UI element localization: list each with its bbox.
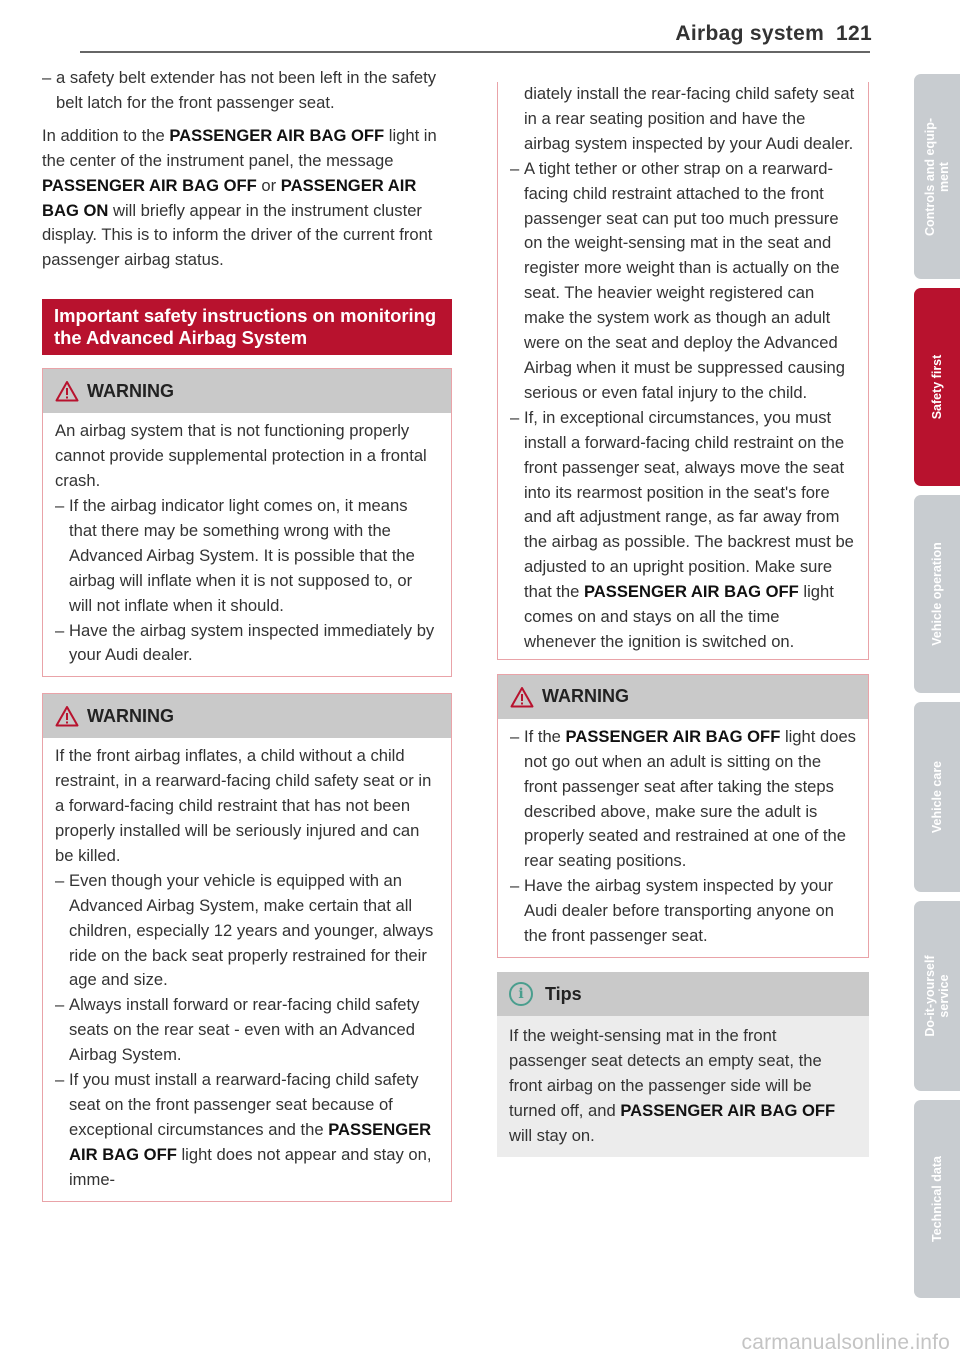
warning-list	[55, 494, 439, 668]
warning-list	[510, 157, 856, 655]
info-icon: i	[509, 982, 533, 1006]
continued-text: diately install the rear-facing child safety seat in a rear seating position and have the airbag system inspected by your Audi dealer.	[524, 84, 855, 153]
warning-header	[43, 694, 451, 738]
list-item: – Even though your vehicle is equipped with an Advanced Airbag System, make certain that all children, especially 12 years and younger, always ride on the back seat properly restrained for their age and size.	[55, 869, 439, 994]
warning-body	[498, 82, 868, 659]
warning-title: WARNING	[87, 380, 174, 401]
header-rule	[80, 51, 870, 53]
warning-triangle-icon	[510, 686, 534, 708]
header-title: Airbag system	[675, 22, 825, 45]
warning-triangle-icon	[55, 380, 79, 402]
warning-box	[497, 674, 869, 958]
list-item: – Have the airbag system inspected immediately by your Audi dealer.	[55, 619, 439, 669]
chapter-tab-technical-data[interactable]: Technical data	[914, 1100, 960, 1298]
page-number: 121	[836, 22, 872, 45]
warning-box	[42, 693, 452, 1201]
list-item: – Always install forward or rear-facing child safety seats on the rear seat - even with an Advanced Airbag System.	[55, 993, 439, 1068]
right-column	[497, 82, 869, 1171]
list-item: – If you must install a rearward-facing child safety seat on the front passenger seat because of exceptional circumstances and the PASSENGER AIR BAG OFF light does not appear and stay on, imme-	[55, 1068, 439, 1193]
intro-list	[42, 66, 452, 116]
list-item: – If the airbag indicator light comes on, it means that there may be something wrong with the Advanced Airbag System. It is possible that the airbag will inflate when it is not supposed to, or will not inflate when it should.	[55, 494, 439, 619]
warning-triangle-icon	[55, 705, 79, 727]
list-item: – If the PASSENGER AIR BAG OFF light does not go out when an adult is sitting on the front passenger seat after taking the steps described above, make sure the adult is properly seated and restrained at one of the rear seating positions.	[510, 725, 856, 874]
paragraph: In addition to the PASSENGER AIR BAG OFF light in the center of the instrument panel, the message PASSENGER AIR BAG OFF or PASSENGER AIR BAG ON will briefly appear in the instrument cluster display. This is to inform the driver of the current front passenger airbag status.	[42, 125, 437, 270]
warning-body	[43, 413, 451, 676]
warning-list	[510, 725, 856, 949]
warning-box	[42, 368, 452, 677]
warning-title: WARNING	[542, 686, 629, 707]
list-item: – A tight tether or other strap on a rearward-facing child restraint attached to the front passenger seat can put too much pressure on the weight-sensing mat in the seat and register more weight than is actually on the seat. The heavier weight registered can make the system work as though an adult were on the seat and deploy the Advanced Airbag when it must be suppressed causing serious or even fatal injury to the child.	[510, 157, 856, 406]
list-item: – Have the airbag system inspected by your Audi dealer before transporting anyone on the front passenger seat.	[510, 874, 856, 949]
tips-title: Tips	[545, 983, 582, 1004]
chapter-tab-controls[interactable]: Controls and equip- ment	[914, 74, 960, 279]
chapter-tab-safety-first[interactable]: Safety first	[914, 288, 960, 486]
warning-body	[498, 719, 868, 957]
warning-body	[43, 738, 451, 1200]
tips-box	[497, 972, 869, 1157]
warning-box-continued	[497, 82, 869, 660]
chapter-tab-do-it-yourself[interactable]: Do-it-yourself service	[914, 901, 960, 1091]
warning-header	[43, 369, 451, 413]
watermark: carmanualsonline.info	[741, 1331, 950, 1354]
tips-header	[497, 972, 869, 1016]
chapter-tab-vehicle-operation[interactable]: Vehicle operation	[914, 495, 960, 693]
running-head	[675, 22, 872, 46]
section-heading: Important safety instructions on monitoring the Advanced Airbag System	[42, 299, 452, 355]
warning-list	[55, 869, 439, 1193]
list-item: – a safety belt extender has not been left in the safety belt latch for the front passenger seat.	[42, 66, 452, 116]
warning-title: WARNING	[87, 705, 174, 726]
warning-header	[498, 675, 868, 719]
list-item: – If, in exceptional circumstances, you must install a forward-facing child restraint on the front passenger seat, always move the seat into its rearmost position in the seat's fore and aft adjustment range, as far away from the airbag as possible. The backrest must be adjusted to an upright position. Make sure that the PASSENGER AIR BAG OFF light comes on and stays on all the time whenever the ignition is switched on.	[510, 406, 856, 655]
left-column	[42, 66, 452, 1216]
chapter-tab-vehicle-care[interactable]: Vehicle care	[914, 702, 960, 892]
warning-text: If the front airbag inflates, a child without a child restraint, in a rearward-facing child safety seat or in a forward-facing child restraint that has not been properly installed will be seriously injured and can be killed.	[55, 746, 432, 865]
warning-text: An airbag system that is not functioning properly cannot provide supplemental protection in a frontal crash.	[55, 421, 427, 491]
tips-body: If the weight-sensing mat in the front passenger seat detects an empty seat, the front airbag on the passenger side will be turned off, and PASSENGER AIR BAG OFF will stay on.	[509, 1026, 836, 1145]
